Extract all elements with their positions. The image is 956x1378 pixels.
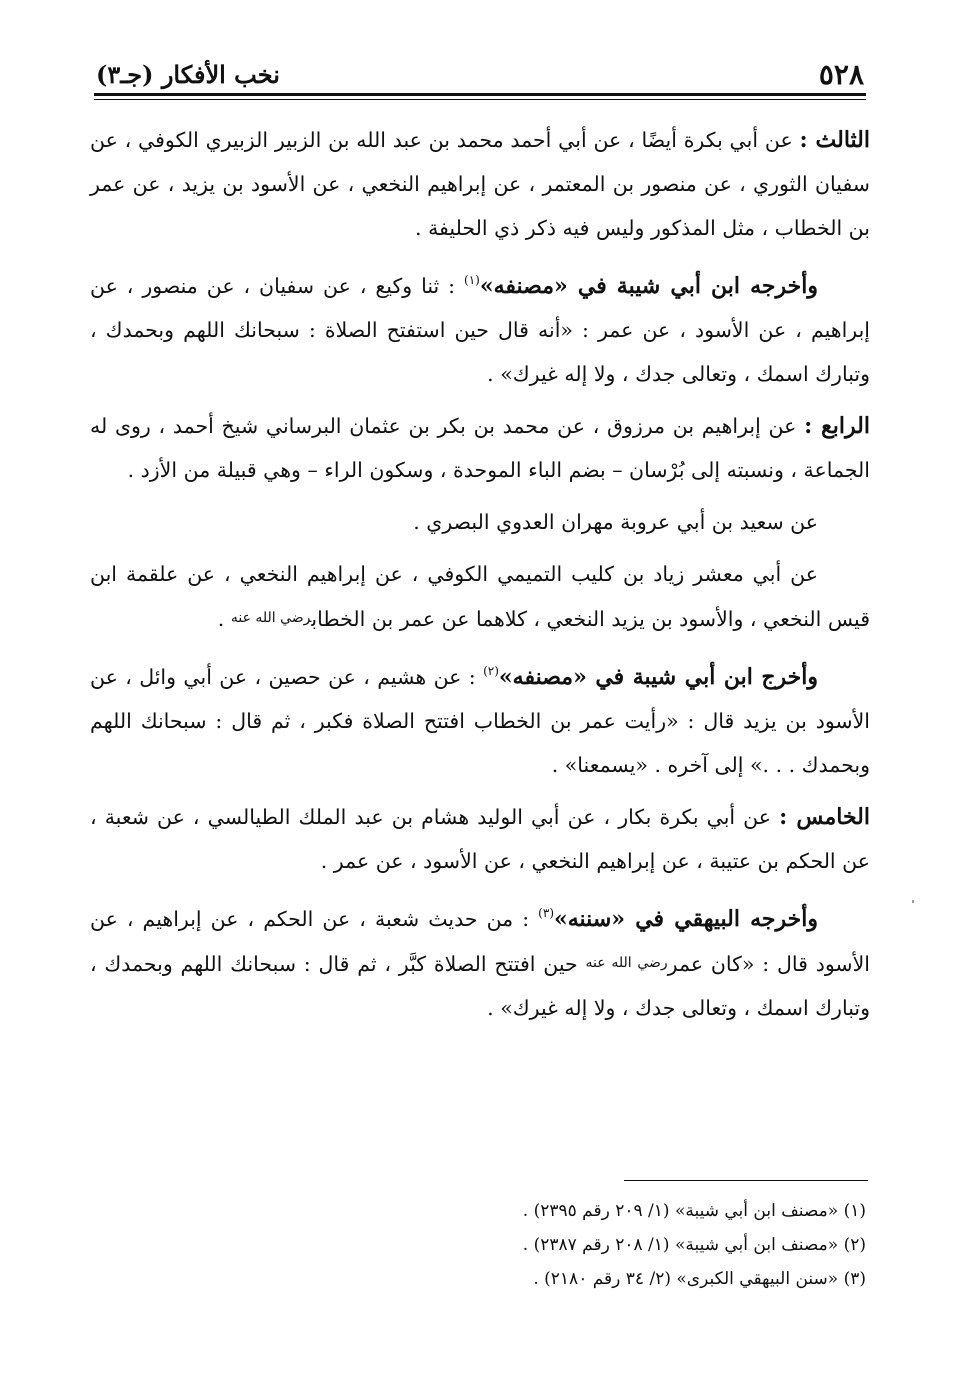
paragraph-said-ibn-abi-aruba (90, 500, 870, 544)
paragraph-bayhaqi (90, 891, 870, 1030)
running-title: نخب الأفكار (جـ٣) (96, 60, 280, 89)
paragraph-text: عن سعيد بن أبي عروبة مهران العدوي البصري . (413, 510, 818, 534)
page-header (94, 50, 866, 92)
paragraph-lead: الثالث : (799, 127, 870, 153)
paragraph-fourth-chain (90, 404, 870, 492)
paragraph-ibn-abi-shaybah-1 (90, 258, 870, 396)
paragraph-text: : من حديث شعبة ، عن الحكم ، عن إبراهيم ، عن الأسود قال : «كان عمر (90, 907, 870, 976)
paragraph-text: : عن هشيم ، عن حصين ، عن أبي وائل ، عن الأسود بن يزيد قال : «رأيت عمر بن الخطاب افتتح الصلاة فكبر ، ثم قال : سبحانك اللهم وبحمدك . . .» إلى آخره . «يسمعنا» . (90, 665, 870, 777)
paragraph-lead: الخامس : (779, 804, 870, 830)
paragraph-tail: حين افتتح الصلاة كبَّر ، ثم قال : سبحانك اللهم وبحمدك ، وتبارك اسمك ، وتعالى جدك ، ولا إله غيرك» . (90, 952, 870, 1020)
paragraph-third-chain (90, 118, 870, 250)
paragraph-text: عن إبراهيم بن مرزوق ، عن محمد بن بكر بن عثمان البرساني شيخ أحمد ، روى له الجماعة ، ونسبته إلى بُرْسان – بضم الباء الموحدة ، وسكون الراء – وهي قبيلة من الأزد . (90, 414, 870, 482)
paragraph-fifth-chain (90, 795, 870, 883)
paragraph-lead: وأخرجه ابن أبي شيبة في «مصنفه» (479, 273, 818, 299)
page-number: ٥٢٨ (818, 58, 864, 91)
paragraph-ibn-abi-shaybah-2 (90, 649, 870, 787)
paragraph-text: عن أبي معشر زياد بن كليب التميمي الكوفي ، عن إبراهيم النخعي ، عن علقمة ابن قيس النخعي ، والأسود بن يزيد النخعي ، كلاهما عن عمر بن الخطاب (90, 562, 870, 631)
scan-speck (912, 900, 914, 903)
main-text (90, 118, 870, 1038)
footnote-2: (٢) «مصنف ابن أبي شيبة» (١/ ٢٠٨ رقم ٢٣٨٧) . (522, 1235, 866, 1255)
paragraph-lead: الرابع : (804, 413, 870, 439)
paragraph-abu-mashar (90, 552, 870, 641)
footnote-1: (١) «مصنف ابن أبي شيبة» (١/ ٢٠٩ رقم ٢٣٩٥) . (522, 1201, 866, 1221)
paragraph-lead: وأخرجه البيهقي في «سننه» (554, 906, 819, 932)
footnote-reference[interactable]: (١) (464, 273, 480, 287)
salutation-glyph: رضي الله عنه (585, 955, 668, 971)
footnote-separator (624, 1180, 868, 1181)
footnote-reference[interactable]: (٣) (538, 906, 554, 920)
salutation-glyph: رضي الله عنه (230, 610, 312, 626)
paragraph-tail: . (217, 607, 231, 631)
header-rule (94, 93, 866, 100)
footnotes (300, 1194, 866, 1296)
paragraph-text: : ثنا وكيع ، عن سفيان ، عن منصور ، عن إبراهيم ، عن الأسود ، عن عمر : «أنه قال حين استفتح الصلاة : سبحانك اللهم وبحمدك ، وتبارك اسمك ، وتعالى جدك ، ولا إله غيرك» . (90, 274, 870, 386)
paragraph-text: عن أبي بكرة أيضًا ، عن أبي أحمد محمد بن عبد الله بن الزبير الزبيري الكوفي ، عن سفيان الثوري ، عن منصور بن المعتمر ، عن إبراهيم النخعي ، عن الأسود بن يزيد ، عن عمر بن الخطاب ، مثل المذكور وليس فيه ذكر ذي الحليفة . (90, 128, 870, 240)
footnote-3: (٣) «سنن البيهقي الكبرى» (٢/ ٣٤ رقم ٢١٨٠) . (533, 1269, 866, 1289)
footnote-reference[interactable]: (٢) (483, 664, 499, 678)
paragraph-lead: وأخرج ابن أبي شيبة في «مصنفه» (498, 664, 818, 690)
paragraph-text: عن أبي بكرة بكار ، عن أبي الوليد هشام بن عبد الملك الطيالسي ، عن شعبة ، عن الحكم بن عتيبة ، عن إبراهيم النخعي ، عن الأسود ، عن عمر . (90, 805, 870, 873)
